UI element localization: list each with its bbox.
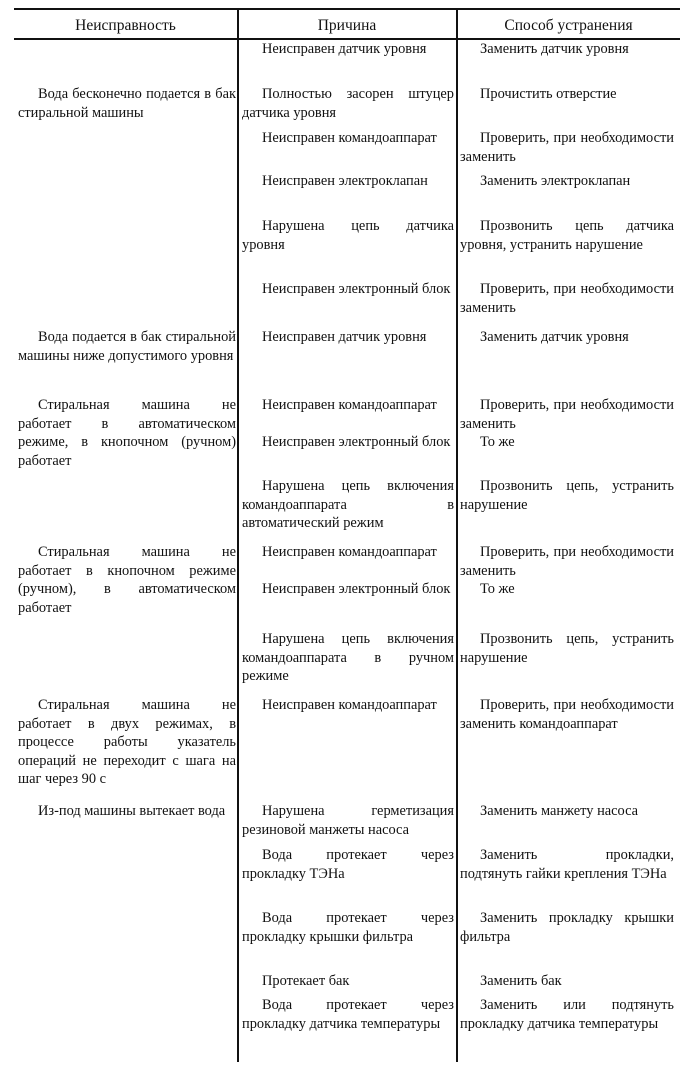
fix-cell: Проверить, при необходимости заменить xyxy=(460,397,674,432)
fix-cell: Заменить датчик уровня xyxy=(480,41,629,57)
cause-cell: Нарушена цепь датчика уровня xyxy=(242,218,454,253)
fix-cell: Заменить датчик уровня xyxy=(480,329,629,345)
fault-cell: Из-под машины вытекает вода xyxy=(38,803,226,819)
cause-cell: Неисправен датчик уровня xyxy=(262,329,427,345)
cause-cell: Нарушена цепь включения командоаппарата в ручном режиме xyxy=(242,631,454,684)
column-divider-1 xyxy=(237,8,239,1062)
cause-cell: Вода протекает через прокладку датчика температуры xyxy=(242,997,454,1032)
fix-cell: Заменить электроклапан xyxy=(480,173,631,189)
cause-cell: Протекает бак xyxy=(262,973,350,989)
cause-cell: Неисправен электронный блок xyxy=(262,581,451,597)
fix-cell: Заменить прокладки, подтянуть гайки крепления ТЭНа xyxy=(460,847,674,882)
cause-cell: Нарушена цепь включения командоаппарата в автоматический режим xyxy=(242,478,454,531)
fix-cell: Проверить, при необходимости заменить xyxy=(460,544,674,579)
cause-cell: Неисправен командоаппарат xyxy=(262,130,437,146)
column-divider-2 xyxy=(456,8,458,1062)
fix-cell: Заменить манжету насоса xyxy=(480,803,639,819)
header-fault: Неисправность xyxy=(75,17,176,34)
fix-cell: Проверить, при необходимости заменить xyxy=(460,130,674,165)
fault-cell: Вода подается в бак стиральной машины ниже допустимого уровня xyxy=(18,329,236,364)
fix-cell: То же xyxy=(480,581,515,597)
cause-cell: Неисправен электроклапан xyxy=(262,173,428,189)
fault-cell: Стиральная машина не работает в автоматическом режиме, в кнопочном (ручном) работает xyxy=(18,397,236,469)
fix-cell: Заменить прокладку крышки фильтра xyxy=(460,910,674,945)
cause-cell: Нарушена герметизация резиновой манжеты насоса xyxy=(242,803,454,838)
cause-cell: Неисправен датчик уровня xyxy=(262,41,427,57)
fault-table xyxy=(14,8,680,1062)
cause-cell: Неисправен командоаппарат xyxy=(262,697,437,713)
fix-cell: Прозвонить цепь датчика уровня, устранить нарушение xyxy=(460,218,674,253)
fault-cell: Стиральная машина не работает в кнопочном режиме (ручном), в автоматическом работает xyxy=(18,544,236,616)
cause-cell: Неисправен командоаппарат xyxy=(262,544,437,560)
fault-cell: Стиральная машина не работает в двух режимах, в процессе работы указатель операций не переходит с шага на шаг через 90 с xyxy=(18,697,236,787)
fix-cell: Проверить, при необходимости заменить xyxy=(460,281,674,316)
header-cause: Причина xyxy=(317,17,377,34)
fix-cell: Проверить, при необходимости заменить командоаппарат xyxy=(460,697,674,732)
fix-cell: Прозвонить цепь, устранить нарушение xyxy=(460,478,674,513)
cause-cell: Неисправен командоаппарат xyxy=(262,397,437,413)
fix-cell: То же xyxy=(480,434,515,450)
fix-cell: Заменить или подтянуть прокладку датчика температуры xyxy=(460,997,674,1032)
cause-cell: Неисправен электронный блок xyxy=(262,281,451,297)
cause-cell: Неисправен электронный блок xyxy=(262,434,451,450)
cause-cell: Вода протекает через прокладку ТЭНа xyxy=(242,847,454,882)
fault-cell: Вода бесконечно подается в бак стиральной машины xyxy=(18,86,236,121)
cause-cell: Вода протекает через прокладку крышки фильтра xyxy=(242,910,454,945)
cause-cell: Полностью засорен штуцер датчика уровня xyxy=(242,86,454,121)
fix-cell: Заменить бак xyxy=(480,973,562,989)
table-top-rule xyxy=(14,8,680,10)
header-fix: Способ устранения xyxy=(504,17,633,34)
fix-cell: Прозвонить цепь, устранить нарушение xyxy=(460,631,674,666)
fix-cell: Прочистить отверстие xyxy=(480,86,617,102)
